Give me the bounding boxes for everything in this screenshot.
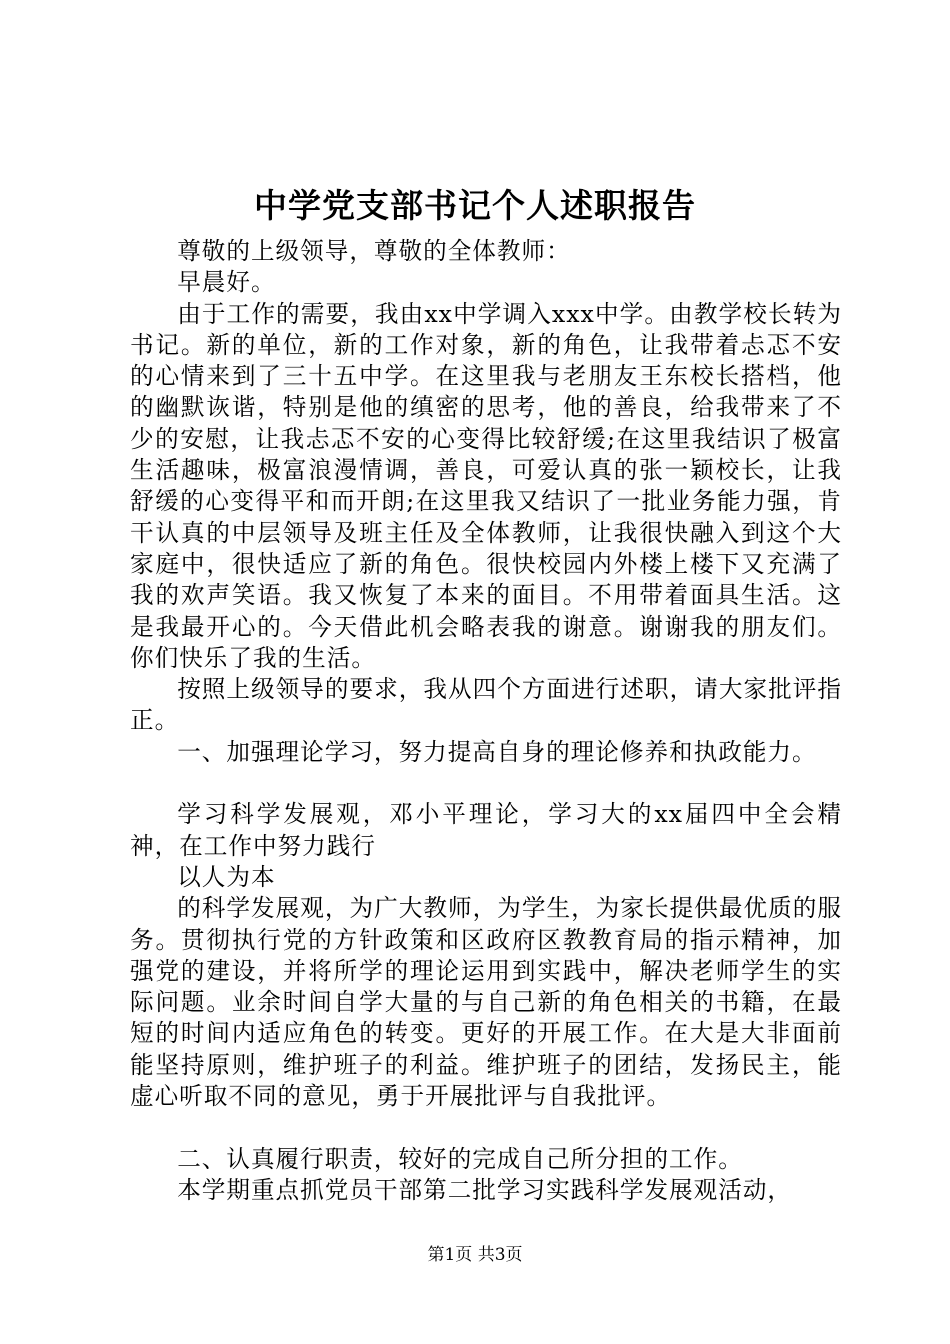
paragraph-semester: 本学期重点抓党员干部第二批学习实践科学发展观活动， [177, 1175, 793, 1204]
document-title: 中学党支部书记个人述职报告 [254, 186, 696, 225]
page-footer: 第1页 共3页 [427, 1245, 523, 1265]
section-heading-1: 一、加强理论学习，努力提高自身的理论修养和执政能力。 [177, 737, 817, 766]
paragraph-intro: 由于工作的需要，我由xx中学调入xxx中学。由教学校长转为书记。新的单位，新的工作对象，新的角色，让我带着忐忑不安的心情来到了三十五中学。在这里我与老朋友王东校长搭档，他的幽默诙谐，特别是他的缜密的思考，他的善良，给我带来了不少的安慰，让我忐忑不安的心变得比较舒缓;在这里我结识了极富生活趣味，极富浪漫情调，善良，可爱认真的张一颖校长，让我舒缓的心变得平和而开朗;在这里我又结识了一批业务能力强，肯干认真的中层领导及班主任及全体教师，让我很快融入到这个大家庭中，很快适应了新的角色。很快校园内外楼上楼下又充满了我的欢声笑语。我又恢复了本来的面目。不用带着面具生活。这是我最开心的。今天借此机会略表我的谢意。谢谢我的朋友们。你们快乐了我的生活。 [130, 299, 842, 672]
paragraph-people-first: 以人为本 [177, 862, 276, 891]
salutation: 尊敬的上级领导，尊敬的全体教师： [177, 237, 571, 265]
paragraph-request: 按照上级领导的要求，我从四个方面进行述职，请大家批评指正。 [130, 675, 842, 735]
section-heading-2: 二、认真履行职责，较好的完成自己所分担的工作。 [177, 1144, 743, 1173]
blank-line [130, 1112, 842, 1143]
paragraph-service: 的科学发展观，为广大教师，为学生，为家长提供最优质的服务。贯彻执行党的方针政策和区政府区教教育局的指示精神，加强党的建设，并将所学的理论运用到实践中，解决老师学生的实际问题。业余时间自学大量的与自己新的角色相关的书籍，在最短的时间内适应角色的转变。更好的开展工作。在大是大非面前能坚持原则，维护班子的利益。维护班子的团结，发扬民主，能虚心听取不同的意见，勇于开展批评与自我批评。 [130, 894, 842, 1111]
greeting: 早晨好。 [177, 268, 276, 297]
blank-line [130, 768, 842, 799]
document-body [130, 236, 842, 1206]
paragraph-study: 学习科学发展观，邓小平理论，学习大的xx届四中全会精神，在工作中努力践行 [130, 800, 842, 860]
